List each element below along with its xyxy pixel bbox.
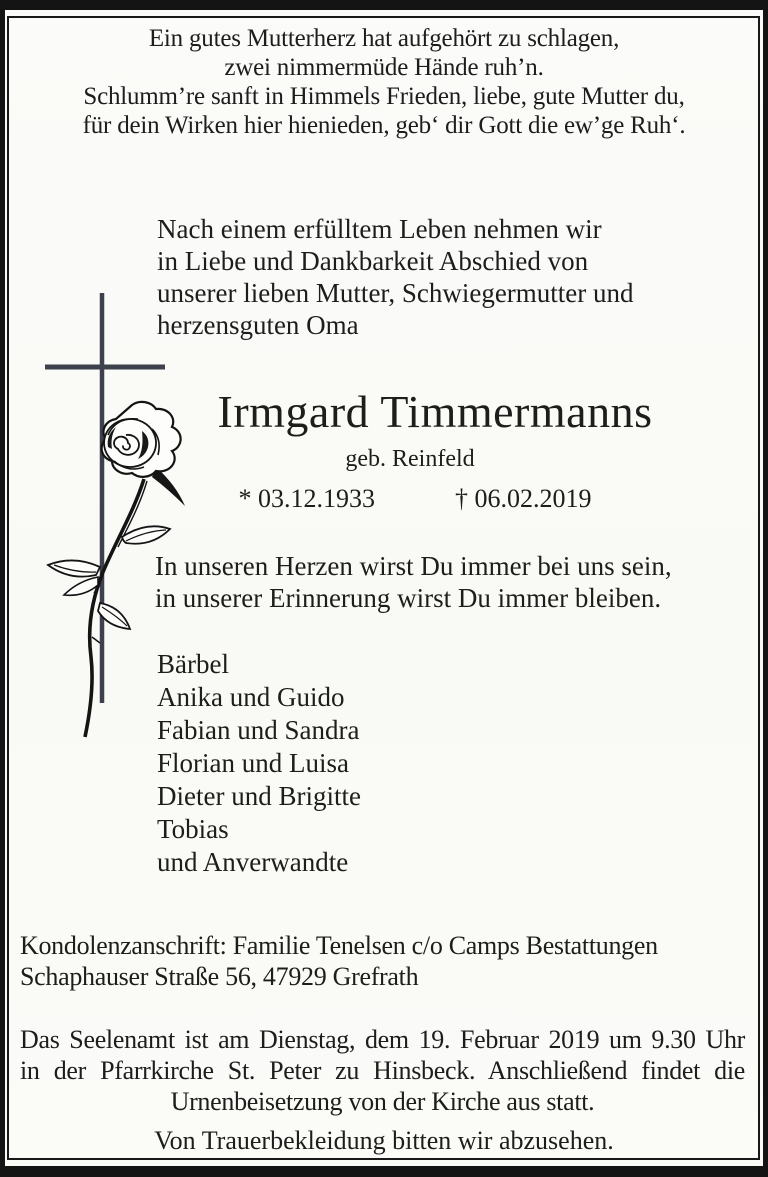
intro-line: herzensguten Oma — [157, 310, 359, 340]
rose-leaf-left-small — [64, 577, 98, 595]
maiden-name: geb. Reinfeld — [345, 446, 475, 472]
death-date: † 06.02.2019 — [455, 484, 592, 513]
intro-line: in Liebe und Dankbarkeit Abschied von — [157, 246, 589, 276]
mourner-name: Fabian und Sandra — [157, 715, 360, 745]
life-dates — [130, 484, 700, 514]
mourners-list — [157, 648, 361, 879]
opening-verse — [12, 24, 756, 140]
mourner-name: Anika und Guido — [157, 682, 345, 712]
condolence-line: Kondolenzanschrift: Familie Tenelsen c/o Camps Bestattungen — [20, 931, 658, 960]
verse-line: für dein Wirken hier hienieden, geb‘ dir Gott die ew’ge Ruh‘. — [82, 112, 686, 139]
introduction-paragraph — [157, 213, 634, 341]
closing-request: Von Trauerbekleidung bitten wir abzusehen. — [154, 1126, 614, 1155]
verse-line: Ein gutes Mutterherz hat aufgehört zu schlagen, — [148, 25, 620, 52]
deceased-name: Irmgard Timmermanns — [217, 386, 653, 437]
mourner-name: Dieter und Brigitte — [157, 781, 361, 811]
intro-line: Nach einem erfülltem Leben nehmen wir — [157, 214, 602, 244]
memorial-line: in unserer Erinnerung wirst Du immer bleiben. — [155, 583, 662, 613]
condolence-address — [20, 930, 745, 992]
condolence-line: Schaphauser Straße 56, 47929 Grefrath — [20, 962, 419, 991]
mourner-name: Bärbel — [157, 649, 229, 679]
memorial-sentence — [155, 550, 672, 614]
service-details — [20, 1024, 745, 1117]
memorial-line: In unseren Herzen wirst Du immer bei uns sein, — [155, 551, 672, 581]
rose-leaf-left — [48, 560, 100, 576]
mourner-name: und Anverwandte — [157, 847, 349, 877]
verse-line: zwei nimmermüde Hände ruh’n. — [224, 54, 544, 81]
service-line: Urnenbeisetzung von der Kirche aus statt. — [170, 1087, 595, 1116]
service-line: Das Seelenamt ist am Dienstag, dem 19. Februar 2019 um 9.30 Uhr — [20, 1025, 745, 1054]
service-line: in der Pfarrkirche St. Peter zu Hinsbeck. Anschließend findet die — [20, 1056, 745, 1085]
mourner-name: Florian und Luisa — [157, 748, 349, 778]
birth-date: * 03.12.1933 — [238, 484, 375, 513]
mourner-name: Tobias — [157, 814, 229, 844]
verse-line: Schlumm’re sanft in Himmels Frieden, liebe, gute Mutter du, — [83, 83, 685, 110]
intro-line: unserer lieben Mutter, Schwiegermutter und — [157, 278, 634, 308]
rose-leaf-right — [122, 526, 170, 543]
